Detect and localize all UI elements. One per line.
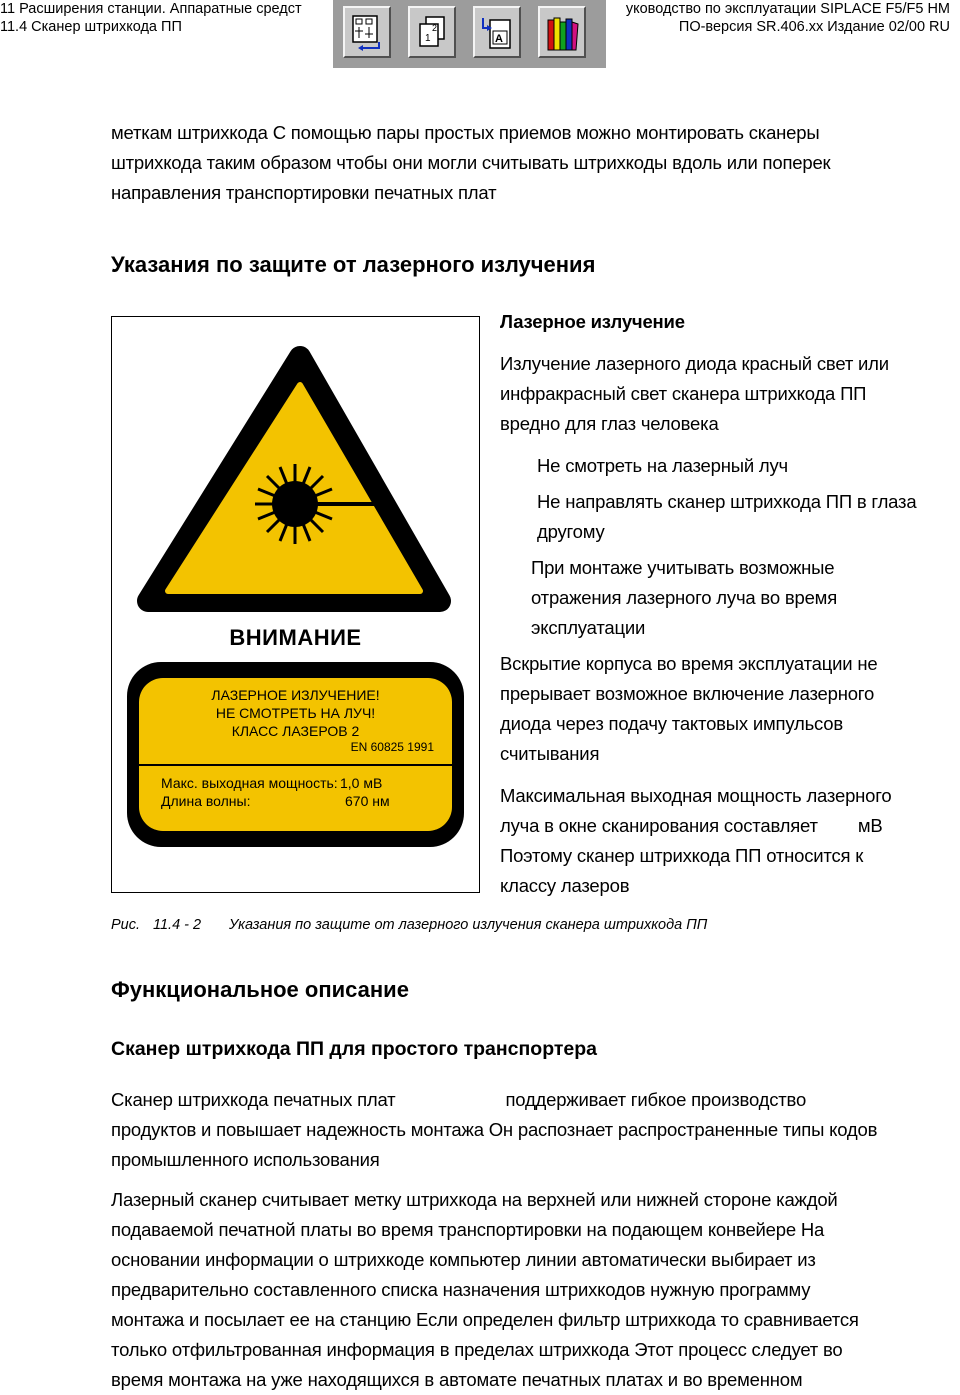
text-line: продуктов и повышает надежность монтажа Он распознает распространенные типы кодов bbox=[111, 1119, 878, 1140]
text-line: Излучение лазерного диода красный свет или bbox=[500, 353, 889, 374]
books-icon bbox=[546, 14, 580, 54]
svg-text:1: 1 bbox=[425, 33, 431, 44]
header-version: ПО-версия SR.406.xx Издание 02/00 RU bbox=[678, 19, 950, 35]
text-line bbox=[500, 811, 892, 841]
text-line: Максимальная выходная мощность лазерного bbox=[500, 785, 892, 806]
caption-prefix: Рис. bbox=[111, 917, 141, 933]
label-line: НЕ СМОТРЕТЬ НА ЛУЧ! bbox=[215, 705, 376, 721]
label-line: КЛАСС ЛАЗЕРОВ 2 bbox=[231, 723, 360, 739]
unit-mv: мВ bbox=[857, 815, 883, 836]
warning-item-3 bbox=[531, 553, 837, 643]
wavelength-label: Длина волны: bbox=[161, 793, 251, 809]
text-line: промышленного использования bbox=[111, 1149, 380, 1170]
text-line: штрихкода таким образом чтобы они могли считывать штрихкоды вдоль или поперек bbox=[111, 152, 831, 173]
text-fragment: Сканер штрихкода печатных плат bbox=[111, 1089, 396, 1110]
text-line: прерывает возможное включение лазерного bbox=[500, 683, 875, 704]
text-line: другому bbox=[537, 521, 605, 542]
search-document-icon bbox=[481, 14, 513, 52]
text-fragment: поддерживает гибкое производство bbox=[505, 1089, 807, 1110]
text-line: только отфильтрованная информация в пределах штрихкода Этот процесс следует во bbox=[111, 1339, 843, 1360]
power-value: 1,0 мВ bbox=[340, 775, 383, 791]
text-line bbox=[111, 1085, 877, 1115]
header-section: 11.4 Сканер штрихкода ПП bbox=[0, 19, 182, 35]
laser-paragraph-2 bbox=[500, 649, 877, 769]
text-line: меткам штрихкода С помощью пары простых приемов можно монтировать сканеры bbox=[111, 122, 820, 143]
section-title-function: Функциональное описание bbox=[111, 977, 409, 1002]
text-line: направления транспортировки печатных плат bbox=[111, 182, 497, 203]
label-divider bbox=[139, 764, 452, 766]
warning-word: ВНИМАНИЕ bbox=[229, 625, 362, 650]
text-line: диода через подачу тактовых импульсов bbox=[500, 713, 844, 734]
wavelength-value: 670 нм bbox=[345, 793, 390, 809]
header-manual-title: уководство по эксплуатации SIPLACE F5/F5 HM bbox=[625, 1, 950, 17]
caption-text: Указания по защите от лазерного излучения сканера штрихкода ПП bbox=[229, 917, 708, 933]
laser-warning-figure bbox=[111, 316, 480, 893]
subtitle-laser-radiation: Лазерное излучение bbox=[500, 311, 685, 332]
laser-paragraph-1 bbox=[500, 349, 889, 439]
svg-text:2: 2 bbox=[432, 23, 438, 33]
text-line: эксплуатации bbox=[531, 617, 646, 638]
laser-paragraph-3 bbox=[500, 781, 892, 901]
function-paragraph-2 bbox=[111, 1185, 859, 1395]
document-structure-icon bbox=[351, 14, 383, 52]
text-line: монтажа и посылает ее на станцию Если определен фильтр штрихкода то сравнивается bbox=[111, 1309, 859, 1330]
text-line: Поэтому сканер штрихкода ПП относится к bbox=[500, 845, 864, 866]
power-label: Макс. выходная мощность: bbox=[161, 775, 338, 791]
text-line: Вскрытие корпуса во время эксплуатации не bbox=[500, 653, 878, 674]
laser-label-panel bbox=[127, 662, 464, 847]
text-line: предварительно составленного списка назначения штрихкодов нужную программу bbox=[111, 1279, 811, 1300]
laser-hazard-triangle bbox=[112, 317, 479, 617]
text-line: время монтажа на уже находящихся в автомате печатных платах и во временном bbox=[111, 1369, 803, 1390]
toolbar-button-find[interactable] bbox=[473, 6, 521, 58]
text-line: При монтаже учитывать возможные bbox=[531, 557, 835, 578]
text-line: классу лазеров bbox=[500, 875, 630, 896]
warning-item-2 bbox=[537, 487, 916, 547]
toolbar-button-contents[interactable] bbox=[343, 6, 391, 58]
text-line: Лазерный сканер считывает метку штрихкода на верхней или нижней стороне каждой bbox=[111, 1189, 838, 1210]
label-standard: EN 60825 1991 bbox=[350, 740, 434, 754]
text-line: вредно для глаз человека bbox=[500, 413, 719, 434]
toolbar-button-library[interactable] bbox=[538, 6, 586, 58]
text-line: подаваемой печатной платы во время транспортировки на подающем конвейере На bbox=[111, 1219, 825, 1240]
text-line: Не направлять сканер штрихкода ПП в глаза bbox=[537, 491, 917, 512]
subtitle-simple-conveyor: Сканер штрихкода ПП для простого транспортера bbox=[111, 1038, 598, 1060]
warning-item-1: Не смотреть на лазерный луч bbox=[537, 455, 788, 476]
text-line: основании информации о штрихкоде компьютер линии автоматически выбирает из bbox=[111, 1249, 816, 1270]
function-paragraph-1 bbox=[111, 1085, 877, 1175]
laser-label-inner bbox=[139, 678, 452, 831]
header-chapter: 11 Расширения станции. Аппаратные средст bbox=[0, 1, 302, 17]
pages-icon bbox=[416, 14, 448, 52]
text-line: считывания bbox=[500, 743, 600, 764]
caption-number: 11.4 - 2 bbox=[153, 917, 202, 933]
text-line: отражения лазерного луча во время bbox=[531, 587, 838, 608]
toolbar-button-pages[interactable] bbox=[408, 6, 456, 58]
label-line: ЛАЗЕРНОЕ ИЗЛУЧЕНИЕ! bbox=[211, 687, 380, 703]
navigation-toolbar bbox=[333, 0, 606, 68]
text-line: инфракрасный свет сканера штрихкода ПП bbox=[500, 383, 867, 404]
intro-paragraph bbox=[111, 118, 830, 208]
svg-text:A: A bbox=[495, 33, 503, 45]
section-title-laser: Указания по защите от лазерного излучения bbox=[111, 252, 596, 277]
text-fragment: луча в окне сканирования составляет bbox=[500, 815, 818, 836]
